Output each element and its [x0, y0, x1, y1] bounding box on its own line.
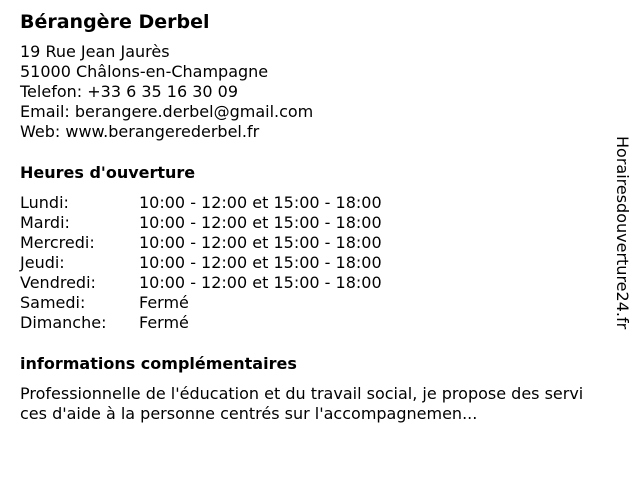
- time-value: Fermé: [139, 313, 189, 332]
- time-value: 10:00 - 12:00 et 15:00 - 18:00: [139, 233, 382, 252]
- site-watermark-label: Horairesdouverture24.fr: [613, 136, 632, 330]
- business-card: [20, 10, 600, 424]
- time-value: Fermé: [139, 293, 189, 312]
- hours-row: [20, 213, 600, 233]
- time-value: 10:00 - 12:00 et 15:00 - 18:00: [139, 193, 382, 212]
- hours-row: [20, 293, 600, 313]
- street-address: 19 Rue Jean Jaurès: [20, 42, 170, 61]
- day-label: Jeudi:: [20, 253, 65, 272]
- hours-row: [20, 233, 600, 253]
- day-label: Lundi:: [20, 193, 69, 212]
- email-line: Email: berangere.derbel@gmail.com: [20, 102, 314, 121]
- business-name: Bérangère Derbel: [20, 11, 210, 33]
- hours-row: [20, 193, 600, 213]
- time-value: 10:00 - 12:00 et 15:00 - 18:00: [139, 213, 382, 232]
- hours-heading: Heures d'ouverture: [20, 163, 196, 182]
- web-line: Web: www.berangerederbel.fr: [20, 122, 260, 141]
- day-label: Samedi:: [20, 293, 86, 312]
- info-heading: informations complémentaires: [20, 354, 297, 373]
- hours-row: [20, 273, 600, 293]
- city-address: 51000 Châlons-en-Champagne: [20, 62, 269, 81]
- time-value: 10:00 - 12:00 et 15:00 - 18:00: [139, 273, 382, 292]
- phone-line: Telefon: +33 6 35 16 30 09: [20, 82, 239, 101]
- hours-row: [20, 253, 600, 273]
- day-label: Vendredi:: [20, 273, 96, 292]
- day-label: Mardi:: [20, 213, 70, 232]
- day-label: Mercredi:: [20, 233, 95, 252]
- hours-row: [20, 313, 600, 333]
- hours-table: [20, 193, 600, 333]
- day-label: Dimanche:: [20, 313, 107, 332]
- time-value: 10:00 - 12:00 et 15:00 - 18:00: [139, 253, 382, 272]
- info-description: Professionnelle de l'éducation et du travail social, je propose des services d'aide à la personne centrés sur l'accompagnemen...: [20, 384, 584, 423]
